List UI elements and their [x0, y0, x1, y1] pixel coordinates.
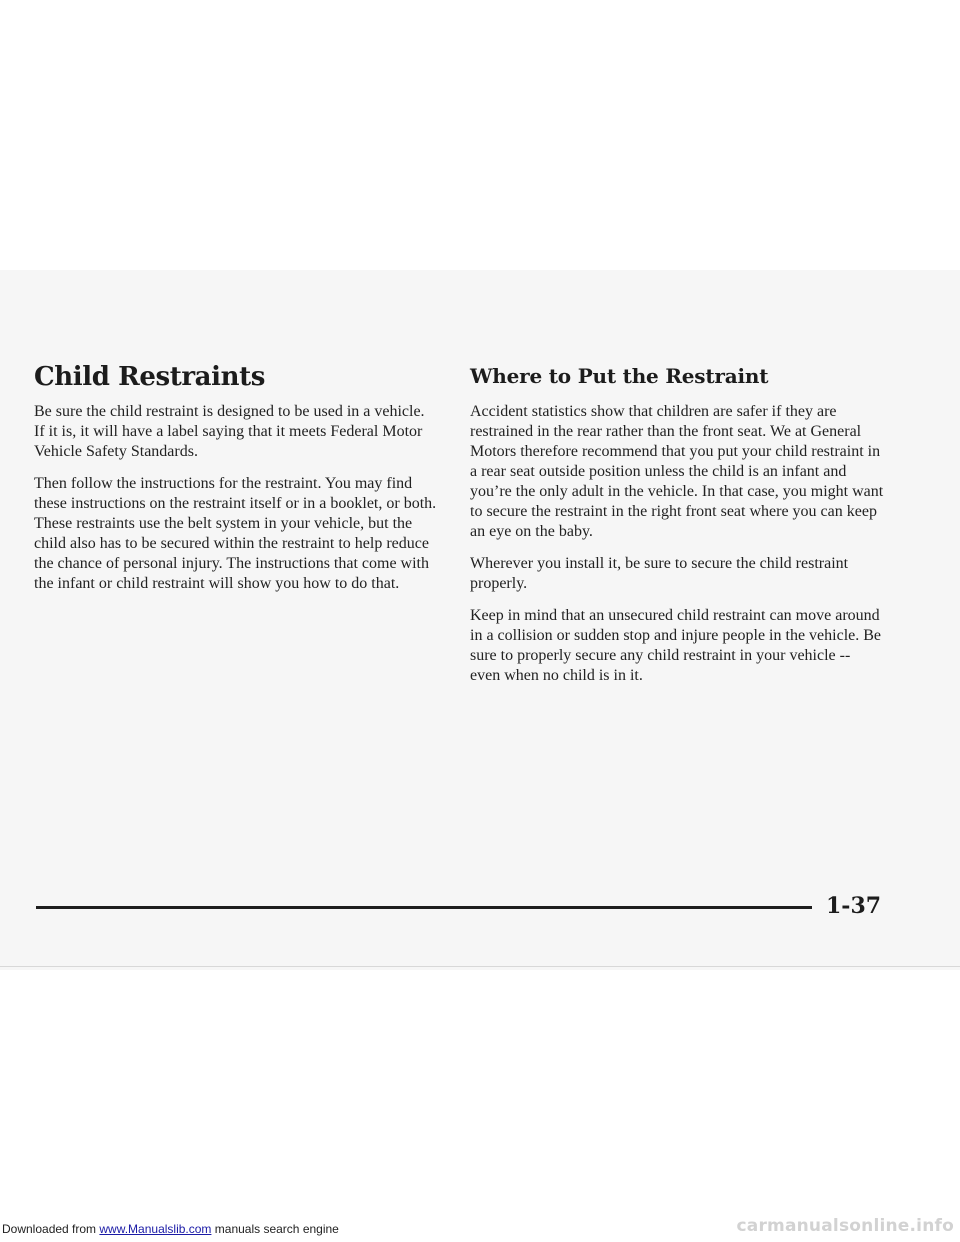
top-margin: [0, 0, 960, 270]
paragraph: Then follow the instructions for the restraint. You may find these instructions on the restraint itself or in a booklet, or both. These restraints use the belt system in your vehicle, but the child also has to be secured within the restraint to help reduce the chance of personal injury. The instructions that come with the infant or child restraint will show you how to do that.: [34, 475, 437, 592]
paragraph: Be sure the child restraint is designed to be used in a vehicle. If it is, it will have a label saying that it meets Federal Motor Vehicle Safety Standards.: [34, 403, 425, 460]
section-title-where-to-put: Where to Put the Restraint: [470, 364, 769, 388]
download-footer: [2, 1222, 339, 1236]
right-column: [470, 362, 884, 698]
page-number: 1-37: [826, 893, 882, 919]
footer-prefix: Downloaded from: [2, 1222, 100, 1236]
scan-edge-line: [0, 966, 960, 967]
footer-rule: [36, 906, 812, 909]
section-title-child-restraints: Child Restraints: [34, 362, 265, 392]
watermark: carmanualsonline.info: [736, 1216, 954, 1236]
footer-suffix: manuals search engine: [211, 1222, 339, 1236]
left-column: [34, 362, 438, 606]
paragraph: Accident statistics show that children are safer if they are restrained in the rear rather than the front seat. We at General Motors therefore recommend that you put your child restraint in a rear seat outside position unless the child is an infant and you’re the only adult in the vehicle. In that case, you might want to secure the restraint in the right front seat where you can keep an eye on the baby.: [470, 403, 884, 540]
paragraph: Keep in mind that an unsecured child restraint can move around in a collision or sudden stop and injure people in the vehicle. Be sure to properly secure any child restraint in your vehicle -- even when no child is in it.: [470, 607, 882, 684]
paragraph: Wherever you install it, be sure to secure the child restraint properly.: [470, 555, 849, 592]
bottom-margin: [0, 970, 960, 1242]
manualslib-link[interactable]: www.Manualslib.com: [99, 1222, 212, 1236]
